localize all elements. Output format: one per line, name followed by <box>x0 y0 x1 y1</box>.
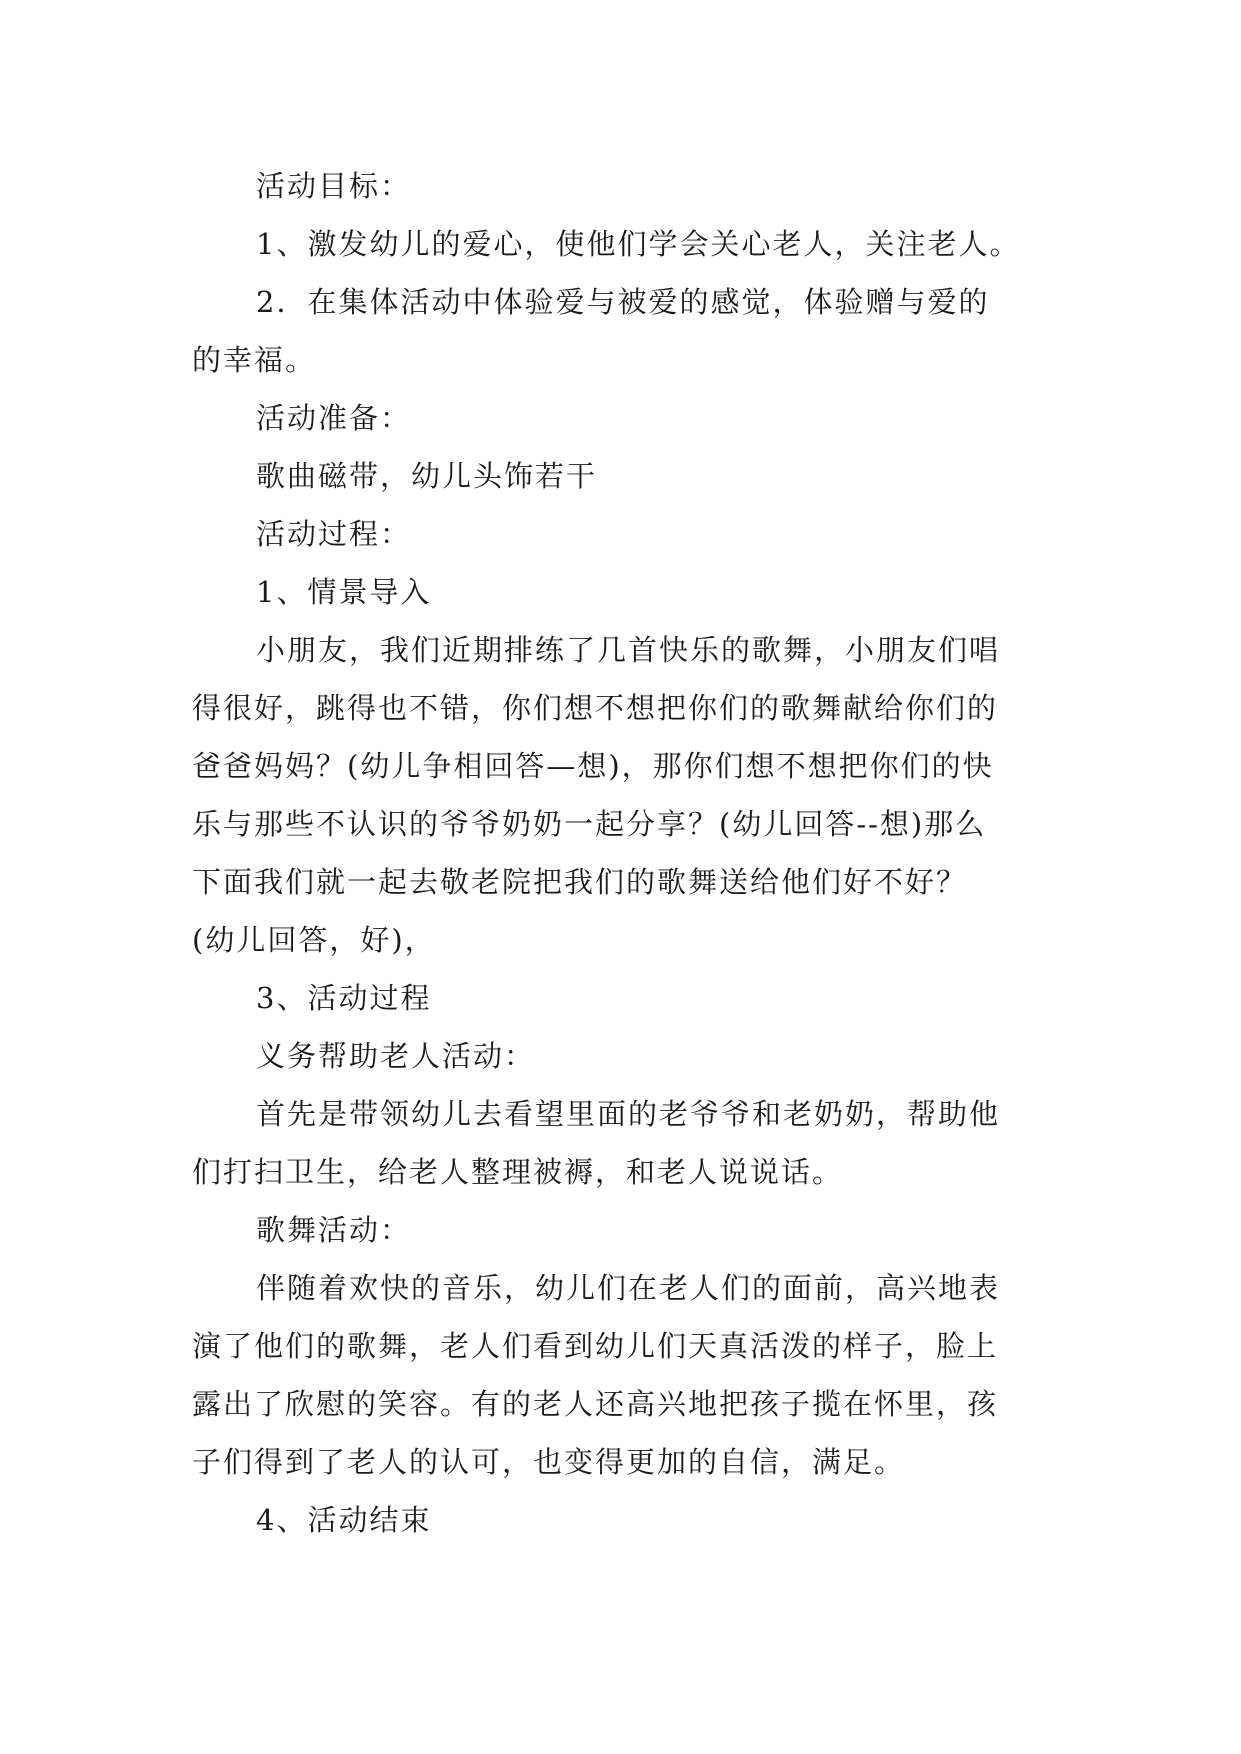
paragraph-text-line: (幼儿回答，好)， <box>192 923 436 957</box>
goal-item-2-line-2: 的幸福。 <box>192 343 317 377</box>
subheading-volunteer-activity: 义务帮助老人活动： <box>256 1039 536 1073</box>
goal-item-2-line-1: 2．在集体活动中体验爱与被爱的感觉，体验赠与爱的 <box>256 285 990 319</box>
heading-activity-process: 活动过程： <box>256 517 412 551</box>
paragraph-text-line: 演了他们的歌舞，老人们看到幼儿们天真活泼的样子，脸上 <box>192 1329 999 1363</box>
step-1-heading: 1、情景导入 <box>256 575 432 609</box>
paragraph-text-line: 首先是带领幼儿去看望里面的老爷爷和老奶奶，帮助他 <box>256 1097 1001 1131</box>
paragraph-text-line: 小朋友，我们近期排练了几首快乐的歌舞，小朋友们唱 <box>256 633 1001 667</box>
paragraph-text-line: 下面我们就一起去敬老院把我们的歌舞送给他们好不好？ <box>192 865 968 899</box>
subheading-song-dance-activity: 歌舞活动： <box>256 1213 412 1247</box>
paragraph-text-line: 们打扫卫生，给老人整理被褥，和老人说说话。 <box>192 1155 844 1189</box>
paragraph-text-line: 爸爸妈妈？(幼儿争相回答—想)，那你们想不想把你们的快 <box>192 749 994 783</box>
paragraph-text-line: 伴随着欢快的音乐，幼儿们在老人们的面前，高兴地表 <box>256 1271 1001 1305</box>
paragraph-text-line: 子们得到了老人的认可，也变得更加的自信，满足。 <box>192 1445 906 1479</box>
goal-item-1: 1、激发幼儿的爱心，使他们学会关心老人，关注老人。 <box>256 227 1021 261</box>
paragraph-text-line: 得很好，跳得也不错，你们想不想把你们的歌舞献给你们的 <box>192 691 999 725</box>
document-body <box>192 157 1052 1549</box>
heading-activity-preparation: 活动准备： <box>256 401 412 435</box>
step-3-heading: 3、活动过程 <box>256 981 432 1015</box>
step-4-heading: 4、活动结束 <box>256 1503 432 1537</box>
paragraph-text-line: 露出了欣慰的笑容。有的老人还高兴地把孩子揽在怀里，孩 <box>192 1387 999 1421</box>
preparation-text: 歌曲磁带，幼儿头饰若干 <box>256 459 598 493</box>
heading-activity-goals: 活动目标： <box>256 169 412 203</box>
paragraph-text-line: 乐与那些不认识的爷爷奶奶一起分享？(幼儿回答--想)那么 <box>192 807 987 841</box>
